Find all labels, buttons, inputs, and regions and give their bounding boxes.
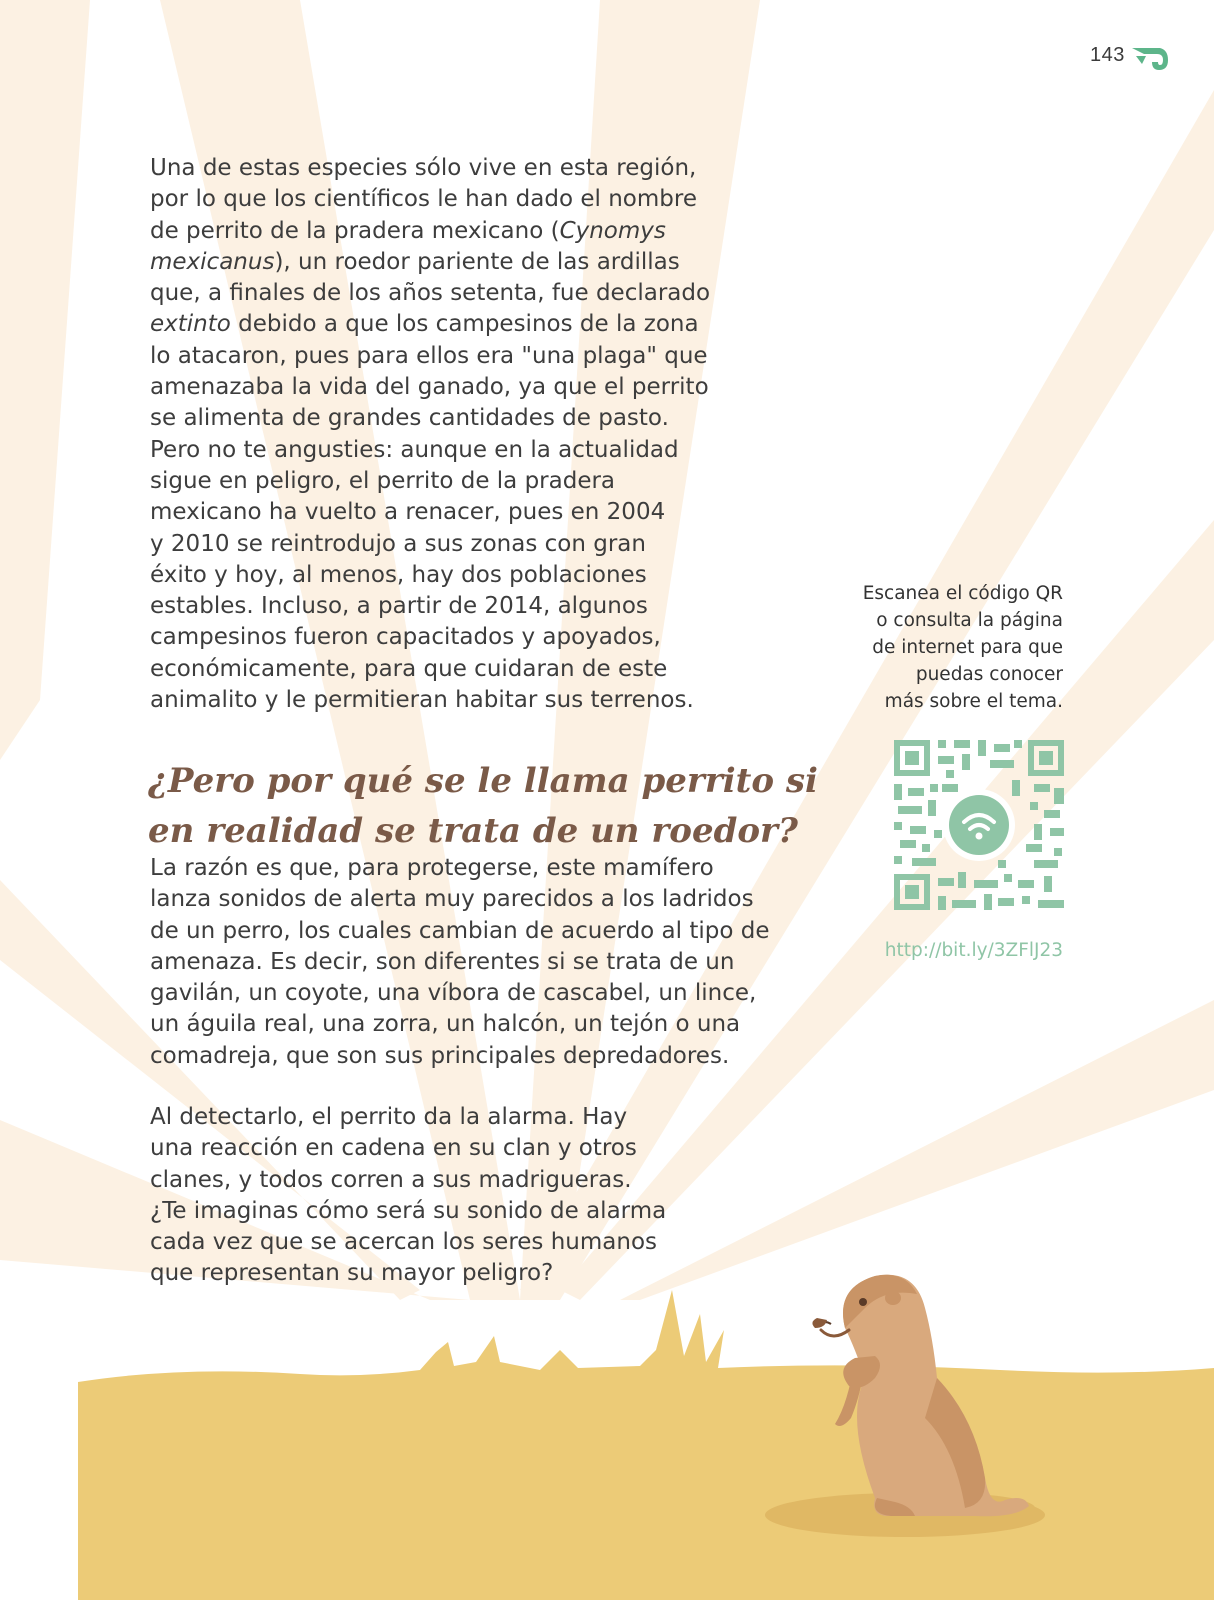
qr-code-icon[interactable] [894,740,1064,910]
leaf-hook-icon [1130,44,1170,78]
qr-instructions: Escanea el código QR o consulta la página de internet para que puedas conocer más sobre el tema. [862,583,1063,712]
section-heading: ¿Pero por qué se le llama perrito si en realidad se trata de un roedor? [148,761,818,851]
scientific-name: Cynomys [559,217,666,244]
intro-paragraph: Una de estas especies sólo vive en esta región, por lo que los científicos le han dado el nombre de perrito de la pradera mexicano (Cynomys mexicanus), un roedor pariente de las ardillas que, a finales de los años setenta, fue declarado extinto debido a que los campesinos de la zona lo atacaron, pues para ellos era "una plaga" que amenazaba la vida del ganado, ya que el perrito se alimenta de grandes cantidades de pasto. Pero no te angusties: aunque en la actualidad sigue en peligro, el perrito de la pradera mexicano ha vuelto a renacer, pues en 2004 y 2010 se reintrodujo a sus zonas con gran éxito y hoy, al menos, hay dos poblaciones estables. Incluso, a partir de 2014, algunos campesinos fueron capacitados y apoyados, económicamente, para que cuidaran de este animalito y le permitieran habitar sus terrenos. [150,155,711,714]
resource-link[interactable]: http://bit.ly/3ZFlJ23 [884,940,1063,961]
prairie-dog-icon [805,1268,1065,1536]
emphasis-extinto: extinto [150,311,231,338]
closing-paragraph: Al detectarlo, el perrito da la alarma. Hay una reacción en cadena en su clan y otros clanes, y todos corren a sus madrigueras. ¿Te imaginas cómo será su sonido de alarma cada vez que se acercan los seres humanos que representan su mayor peligro? [150,1104,667,1287]
page-number: 143 [1090,44,1125,66]
explanation-paragraph: La razón es que, para protegerse, este mamífero lanza sonidos de alerta muy parecidos a los ladridos de un perro, los cuales cambian de acuerdo al tipo de amenaza. Es decir, son diferentes si se trata de un gavilán, un coyote, una víbora de cascabel, un lince, un águila real, una zorra, un halcón, un tejón o una comadreja, que son sus principales depredadores. [150,855,770,1069]
scientific-name: mexicanus [150,248,275,275]
